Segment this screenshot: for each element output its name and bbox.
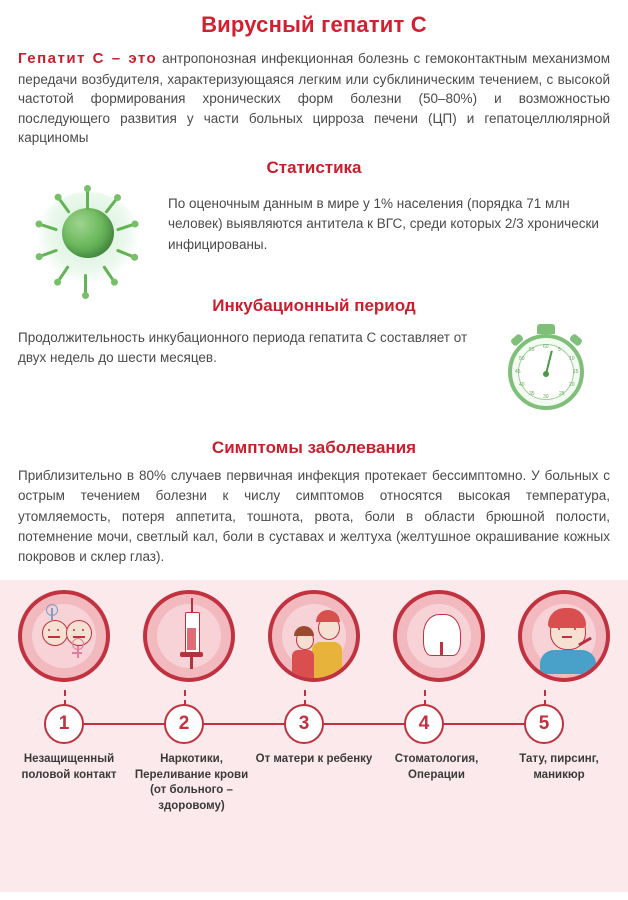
- timeline-number: 2: [178, 713, 190, 734]
- intro-lead: Гепатит С – это: [18, 50, 158, 67]
- statistics-block: [18, 186, 610, 286]
- transmission-caption: Стоматология, Операции: [394, 753, 479, 781]
- incubation-text: Продолжительность инкубационного периода гепатита С составляет от двух недель до шести месяцев.: [18, 330, 468, 366]
- timeline-node: [404, 704, 444, 744]
- intro-rest: антропонозная инфекционная болезнь с гемоконтактным механизмом передачи возбудителя, характеризующаяся легким или субклиническим течением, с высокой частотой формирования хронических форм болезни (50–80%) и возможностью последующего развития у части больных цирроза печени (ЦП) и гепатоцеллюлярной карциномы: [18, 51, 610, 146]
- statistics-text: По оценочным данным в мире у 1% населения (порядка 71 млн человек) выявляются антитела к ВГС, среди которых 2/3 хронически инфицированы.: [168, 196, 599, 252]
- incubation-block: [18, 324, 610, 428]
- transmission-caption: Тату, пирсинг, маникюр: [519, 753, 599, 781]
- virus-icon: [18, 186, 168, 286]
- timeline-number: 5: [538, 713, 550, 734]
- couple-icon: [18, 590, 110, 682]
- section-heading-incubation: Инкубационный период: [212, 296, 416, 315]
- syringe-icon: [143, 590, 235, 682]
- page-title: Вирусный гепатит С: [201, 12, 427, 37]
- timeline-number: 3: [298, 713, 310, 734]
- transmission-captions: [0, 752, 628, 814]
- tattoo-icon: [518, 590, 610, 682]
- section-heading-statistics: Статистика: [266, 158, 362, 177]
- transmission-caption: От матери к ребенку: [255, 753, 373, 765]
- timeline-node: [284, 704, 324, 744]
- timeline-number: 1: [58, 713, 70, 734]
- timeline-node: [164, 704, 204, 744]
- timeline-node: [524, 704, 564, 744]
- timeline-number: 4: [418, 713, 430, 734]
- transmission-caption: Незащищенный половой контакт: [21, 753, 117, 781]
- transmission-icons-row: [0, 590, 628, 682]
- transmission-caption: Наркотики, Переливание крови (от больного – здоровому): [134, 753, 249, 812]
- section-heading-symptoms: Симптомы заболевания: [211, 438, 417, 457]
- mother-child-icon: [268, 590, 360, 682]
- stopwatch-icon: 60 5 10 15 20 25 30 35 40 45 50 55: [480, 324, 610, 428]
- timeline-node: [44, 704, 84, 744]
- intro-paragraph: [18, 48, 610, 148]
- symptoms-text: Приблизительно в 80% случаев первичная инфекция протекает бессимптомно. У больных с острым течением болезни к числу симптомов относятся высокая температура, утомляемость, потеря аппетита, тошнота, рвота, боли в области брюшной полости, потемнение мочи, светлый кал, боли в суставах и желтуха (желтушное окрашивание кожных покровов и склер глаз).: [18, 468, 610, 564]
- transmission-timeline: [0, 702, 628, 746]
- tooth-icon: [393, 590, 485, 682]
